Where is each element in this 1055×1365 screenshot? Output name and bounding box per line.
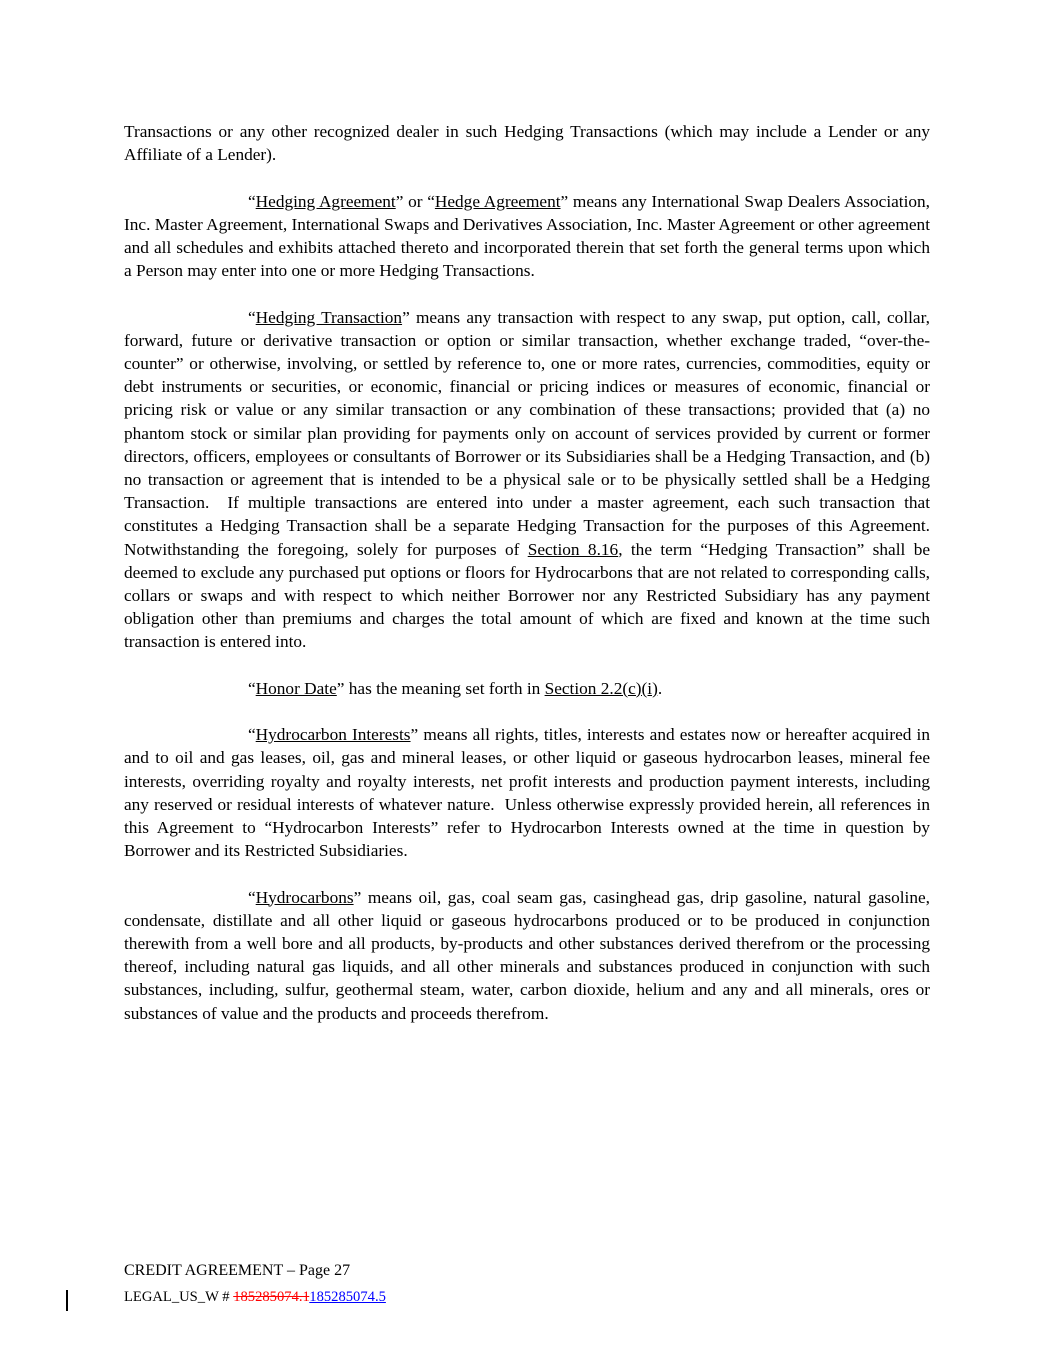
footer-legal-id-line (124, 1287, 386, 1307)
inserted-doc-number: 185285074.5 (309, 1289, 386, 1305)
paragraph-continuation (124, 120, 934, 166)
text-run: Transactions or any other recognized dealer in such Hedging Transactions (which may include a Lender or any Affiliate of a Lender). (124, 122, 934, 165)
document-body (124, 120, 939, 1048)
text-run: ” means any transaction with respect to any swap, put option, call, collar, forward, future or derivative transaction or option or similar transaction, whether exchange traded, “over-the-counter” or otherwise, involving, or settled by reference to, one or more rates, currencies, commodities, equity or debt instruments or securities, or economic, financial or pricing indices or measures of economic, financial or pricing risk or value or any similar transaction or any combination of these transactions; provided that (a) no phantom stock or similar plan providing for payments only on account of services provided by current or former directors, officers, employees or consultants of Borrower or its Subsidiaries shall be a Hedging Transaction, and (b) no transaction or agreement that is intended to be a physical sale or to be physically settled shall be a Hedging Transaction. If multiple transactions are entered into under a master agreement, each such transaction that constitutes a Hedging Transaction shall be a separate Hedging Transaction for the purposes of this Agreement. Notwithstanding the foregoing, solely for purposes of (124, 307, 939, 559)
text-run: “ (248, 191, 256, 211)
paragraph-hedging-transaction-definition (124, 306, 939, 654)
paragraph-hydrocarbon-interests-definition (124, 723, 935, 862)
text-run: “ (248, 678, 256, 698)
text-run: . (657, 678, 663, 698)
text-run: ” means oil, gas, coal seam gas, casinghead gas, drip gasoline, natural gasoline, condensate, distillate and all other liquid or gaseous hydrocarbons produced or to be produced in conjunction therewith from a well bore and all products, by-products and other substances derived therefrom or the processing thereof, including natural gas liquids, and all other minerals and substances produced in conjunction with such substances, including, sulfur, geothermal steam, water, carbon dioxide, helium and any and all minerals, ores or substances of value and the products and proceeds therefrom. (124, 887, 935, 1023)
defined-term: Honor Date (255, 678, 337, 698)
defined-term: Section 8.16 (527, 539, 619, 559)
paragraph-hedging-agreement-definition (124, 190, 935, 283)
defined-term: Hedging Transaction (255, 307, 403, 327)
deleted-doc-number: 185285074.1 (233, 1289, 310, 1305)
text-run: ” or “ (395, 191, 435, 211)
defined-term: Hedging Agreement (255, 191, 396, 211)
text-run: ” means all rights, titles, interests and estates now or hereafter acquired in and to oil and gas leases, oil, gas and mineral leases, or other liquid or gaseous hydrocarbon leases, mineral fee interests, overriding royalty and royalty interests, net profit interests and production payment interests, including any reserved or residual interests of whatever nature. Unless otherwise expressly provided herein, all references in this Agreement to “Hydrocarbon Interests” refer to Hydrocarbon Interests owned at the time in question by Borrower and its Restricted Subsidiaries. (124, 725, 935, 861)
paragraph-honor-date-definition (124, 677, 930, 700)
defined-term: Hydrocarbon Interests (255, 725, 411, 745)
paragraph-hydrocarbons-definition (124, 886, 935, 1025)
footer-title: CREDIT AGREEMENT – Page 27 (124, 1262, 351, 1279)
legal-id-prefix: LEGAL_US_W # (124, 1289, 234, 1305)
defined-term: Hydrocarbons (255, 887, 354, 907)
text-run: ” has the meaning set forth in (336, 678, 545, 698)
text-run: “ (248, 887, 256, 907)
revision-change-bar (66, 1290, 68, 1311)
text-run: “ (248, 725, 256, 745)
text-run: , the term “Hedging Transaction” shall be deemed to exclude any purchased put options or floors for Hydrocarbons that are not related to corresponding calls, collars or swaps and with respect to which neither Borrower nor any Restricted Subsidiary has any payment obligation other than premiums and charges the total amount of which are fixed and known at the time such transaction is entered into. (124, 539, 935, 652)
page-footer (124, 1261, 386, 1307)
text-run: “ (248, 307, 256, 327)
defined-term: Section 2.2(c)(i) (544, 678, 658, 698)
text-run: ” means any International Swap Dealers Association, Inc. Master Agreement, International Swaps and Derivatives Association, Inc. Master Agreement or other agreement and all schedules and exhibits attached thereto and incorporated therein that set forth the general terms upon which a Person may enter into one or more Hedging Transactions. (124, 191, 935, 281)
defined-term: Hedge Agreement (434, 191, 561, 211)
